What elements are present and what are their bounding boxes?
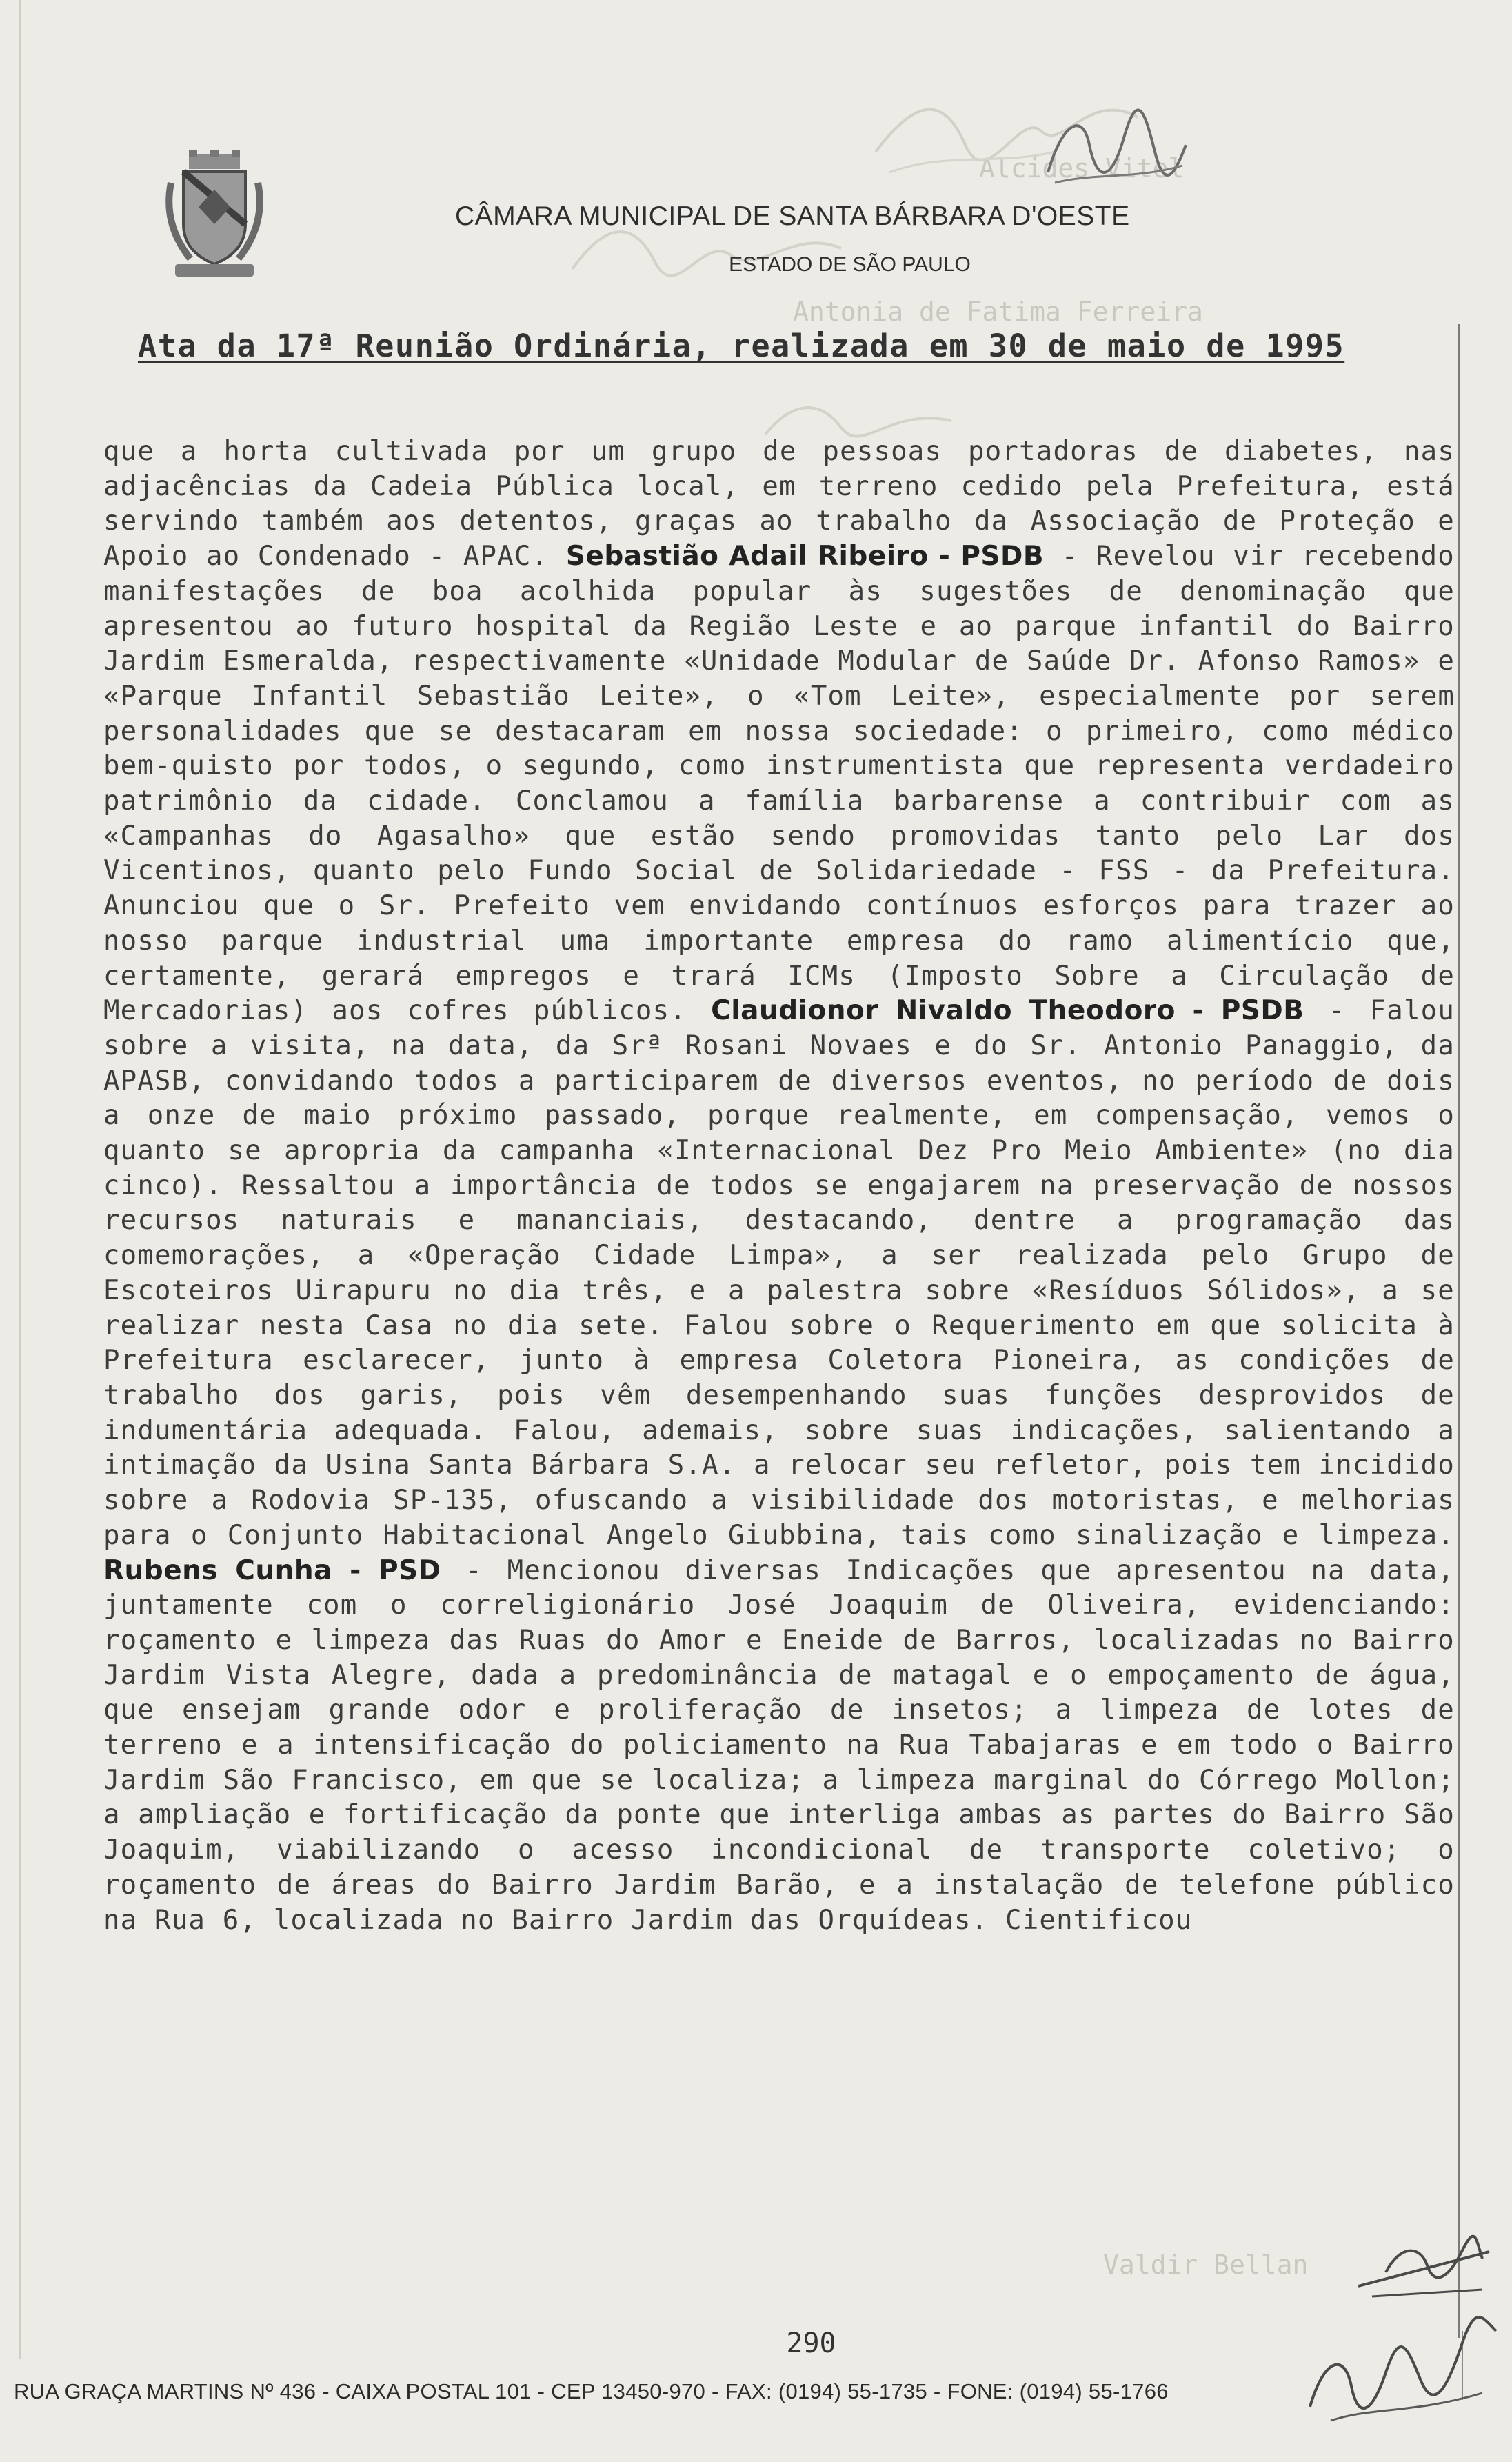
show-through-name-2: Antonia de Fatima Ferreira xyxy=(793,297,1203,327)
show-through-name-3: Valdir Bellan xyxy=(1103,2250,1309,2280)
page-number xyxy=(0,2328,1512,2359)
paragraph-sebastiao: - Revelou vir recebendo manifestações de boa acolhida popular às sugestões de denominação que apresentou ao futuro hospital da Região Leste e ao parque infantil do Bairro Jardim Esmeralda, respectivamente «Unidade Modular de Saúde Dr. Afonso Ramos» e «Parque Infantil Sebastião Leite», o «Tom Leite», especialmente por serem personalidades que se destacaram em nossa sociedade: o primeiro, como médico bem-quisto por todos, o segundo, como instrumentista que representa verdadeiro patrimônio da cidade. Conclamou a família barbarense a contribuir com as «Campanhas do Agasalho» que estão sendo promovidas tanto pelo Lar dos Vicentinos, quanto pelo Fundo Social de Solidariedade - FSS - da Prefeitura. Anunciou que o Sr. Prefeito vem envidando contínuos esforços para trazer ao nosso parque industrial uma importante empresa do ramo alimentício que, certamente, gerará empregos e trará ICMs (Imposto Sobre a Circulação de Mercadorias) aos cofres públicos. xyxy=(103,541,1455,1027)
paragraph-intro: que a horta cultivada por um grupo de pessoas portadoras de diabetes, nas adjacências da Cadeia Pública local, em terreno cedido pela Prefeitura, está servindo também aos detentos, graças ao trabalho da Associação de Proteção e Apoio ao Condenado - APAC. xyxy=(103,436,1455,572)
minutes-body xyxy=(103,434,1455,1938)
signature-top xyxy=(1034,97,1193,200)
left-margin-line xyxy=(19,0,21,2359)
right-margin-line xyxy=(1458,324,1460,2338)
speaker-sebastiao: Sebastião Adail Ribeiro - PSDB xyxy=(565,541,1045,572)
speaker-claudionor: Claudionor Nivaldo Theodoro - PSDB xyxy=(711,995,1304,1027)
page-number-text: 290 xyxy=(786,2328,836,2359)
state-name-text: ESTADO DE SÃO PAULO xyxy=(729,253,971,276)
state-name xyxy=(0,253,1512,277)
paragraph-claudionor: - Falou sobre a visita, na data, da Srª Rosani Novaes e do Sr. Antonio Panaggio, da APASB, convidando todos a participarem de diversos eventos, no período de dois a onze de maio próximo passado, porque realmente, em compensação, vemos o quanto se apropria da campanha «Internacional Dez Pro Meio Ambiente» (no dia cinco). Ressaltou a importância de todos se engajarem na preservação de nossos recursos naturais e mananciais, destacando, dentre a programação das comemorações, a «Operação Cidade Limpa», a ser realizada pelo Grupo de Escoteiros Uirapuru no dia três, e a palestra sobre «Resíduos Sólidos», a se realizar nesta Casa no dia sete. Falou sobre o Requerimento em que solicita à Prefeitura esclarecer, junto à empresa Coletora Pioneira, as condições de trabalho dos garis, pois vêm desempenhando suas funções desprovidos de indumentária adequada. Falou, ademais, sobre suas indicações, salientando a intimação da Usina Santa Bárbara S.A. a relocar seu refletor, pois tem incidido sobre a Rodovia SP-135, ofuscando a visibilidade dos motoristas, e melhorias para o Conjunto Habitacional Angelo Giubbina, tais como sinalização e limpeza. xyxy=(103,995,1455,1551)
signature-bottom xyxy=(1296,2303,1503,2428)
speaker-rubens: Rubens Cunha - PSD xyxy=(103,1554,441,1586)
show-through-name-1: Alcides Vitel xyxy=(979,153,1185,183)
signature-initials xyxy=(1344,2224,1503,2307)
footer-address: RUA GRAÇA MARTINS Nº 436 - CAIXA POSTAL 101 - CEP 13450-970 - FAX: (0194) 55-1735 - FONE: (0194) 55-1766 xyxy=(14,2379,1169,2403)
paragraph-rubens: - Mencionou diversas Indicações que apresentou na data, juntamente com o correligionário José Joaquim de Oliveira, evidenciando: roçamento e limpeza das Ruas do Amor e Eneide de Barros, localizadas no Bairro Jardim Vista Alegre, dada a predominância de matagal e o empoçamento de água, que ensejam grande odor e proliferação de insetos; a limpeza de lotes de terreno e a intensificação do policiamento na Rua Tabajaras e em todo o Bairro Jardim São Francisco, em que se localiza; a limpeza marginal do Córrego Mollon; a ampliação e fortificação da ponte que interliga ambas as partes do Bairro São Joaquim, viabilizando o acesso incondicional de transporte coletivo; o roçamento de áreas do Bairro Jardim Barão, e a instalação de telefone público na Rua 6, localizada no Bairro Jardim das Orquídeas. Cientificou xyxy=(103,1554,1455,1936)
institution-name: CÂMARA MUNICIPAL DE SANTA BÁRBARA D'OESTE xyxy=(455,201,1130,231)
minutes-title: Ata da 17ª Reunião Ordinária, realizada em 30 de maio de 1995 xyxy=(138,328,1345,364)
